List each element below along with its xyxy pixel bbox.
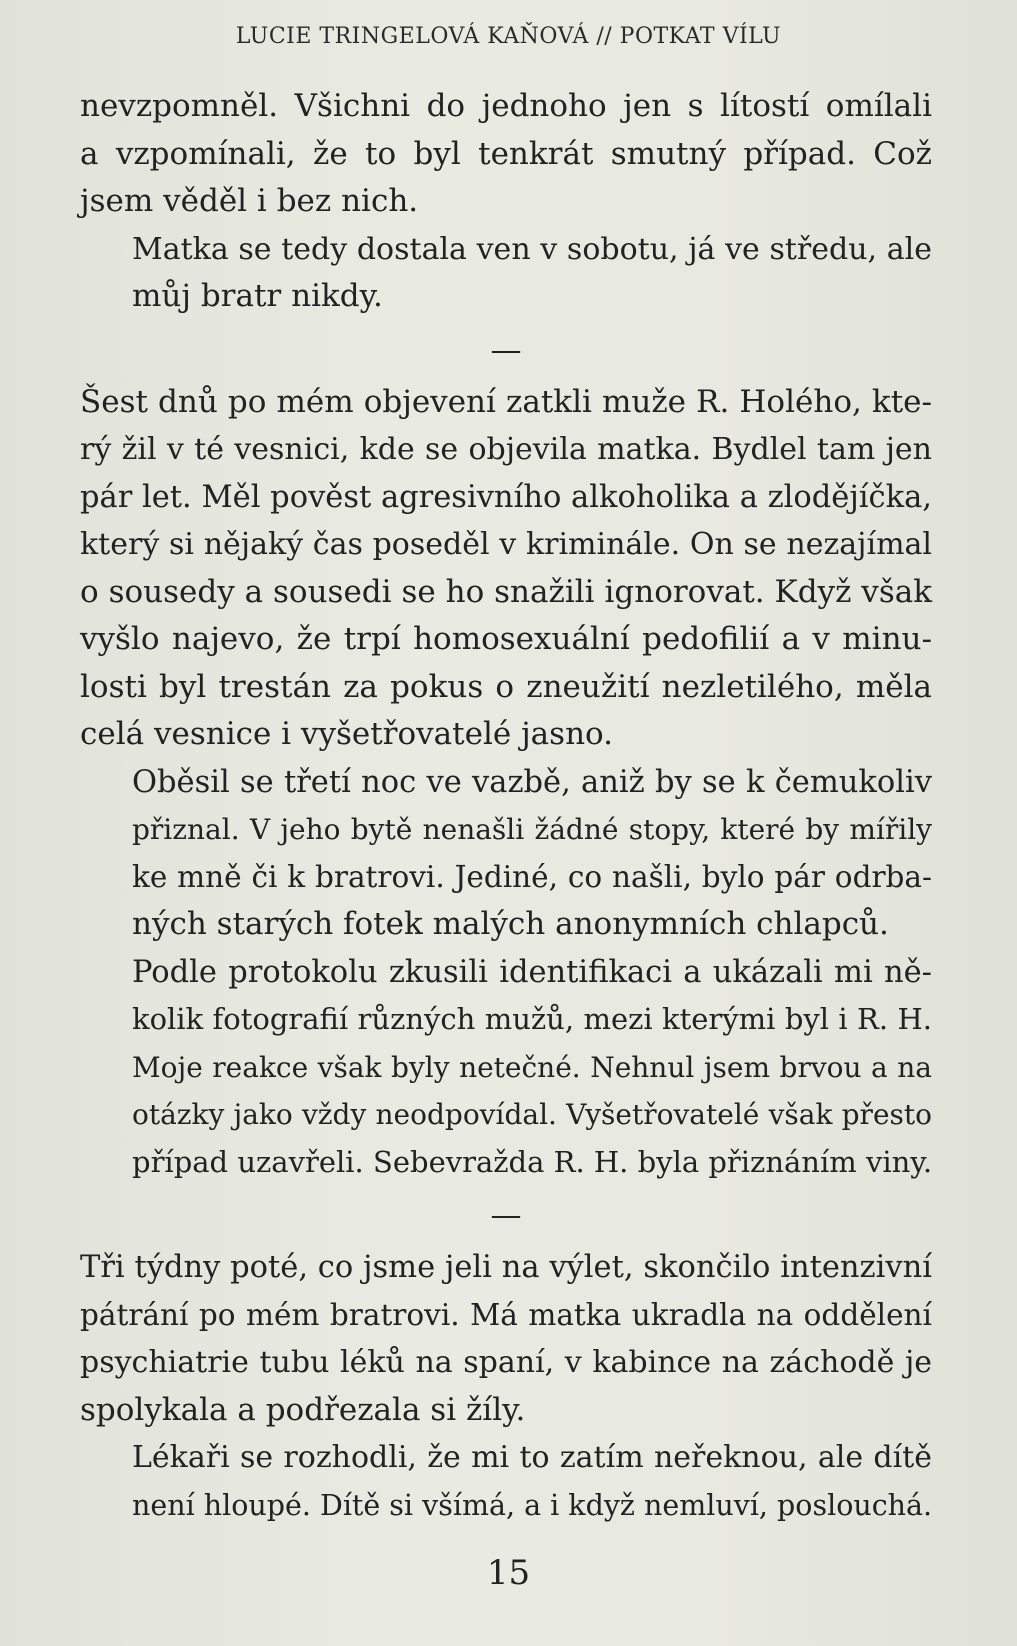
section-divider: — xyxy=(490,331,522,368)
text-line: kolik fotografií různých mužů, mezi kterými byl i R. H. xyxy=(132,1002,932,1036)
paragraph xyxy=(80,759,932,949)
body-text xyxy=(80,83,932,1529)
text-line: pár let. Měl pověst agresivního alkoholika a zlodějíčka, xyxy=(80,479,932,515)
paragraph xyxy=(80,379,932,759)
text-line: celá vesnice i vyšetřovatelé jasno. xyxy=(80,716,614,752)
text-line: otázky jako vždy neodpovídal. Vyšetřovatelé však přesto xyxy=(132,1098,932,1131)
text-line: není hloupé. Dítě si všímá, a i když nemluví, poslouchá. xyxy=(132,1488,933,1522)
text-line: pátrání po mém bratrovi. Má matka ukradla na oddělení xyxy=(80,1297,932,1332)
text-line: Oběsil se třetí noc ve vazbě, aniž by se k čemukoliv xyxy=(132,764,932,800)
paragraph xyxy=(80,83,932,226)
text-line: ke mně či k bratrovi. Jediné, co našli, bylo pár odrba- xyxy=(132,859,932,894)
paragraph xyxy=(80,1244,932,1434)
text-line: o sousedy a sousedi se ho snažili ignorovat. Když však xyxy=(80,573,932,610)
paragraph xyxy=(80,949,932,1187)
text-line: Podle protokolu zkusili identifikaci a ukázali mi ně- xyxy=(132,954,932,990)
text-line: psychiatrie tubu léků na spaní, v kabince na záchodě je xyxy=(80,1345,932,1380)
text-line: spolykala a podřezala si žíly. xyxy=(80,1391,526,1428)
text-line: případ uzavřeli. Sebevražda R. H. byla přiznáním viny. xyxy=(132,1144,933,1179)
text-line: který si nějaký čas poseděl v kriminále. On se nezajímal xyxy=(80,527,932,562)
text-line: můj bratr nikdy. xyxy=(132,278,383,314)
text-line: nevzpomněl. Všichni do jednoho jen s lítostí omílali xyxy=(80,88,932,124)
text-line: Moje reakce však byly netečné. Nehnul jsem brvou a na xyxy=(132,1050,932,1084)
paragraph xyxy=(80,226,932,321)
text-line: Matka se tedy dostala ven v sobotu, já ve středu, ale xyxy=(132,231,932,267)
text-line: vyšlo najevo, že trpí homosexuální pedofilií a v minu- xyxy=(80,621,932,657)
text-line: losti byl trestán za pokus o zneužití nezletilého, měla xyxy=(80,668,932,705)
text-line: a vzpomínali, že to byl tenkrát smutný případ. Což xyxy=(80,135,932,172)
section-divider: — xyxy=(490,1197,522,1233)
text-line: přiznal. V jeho bytě nenašli žádné stopy, které by mířily xyxy=(132,813,932,846)
text-line: jsem věděl i bez nich. xyxy=(80,183,419,219)
text-line: rý žil v té vesnici, kde se objevila matka. Bydlel tam jen xyxy=(80,432,932,467)
page-number: 15 xyxy=(486,1553,531,1593)
paragraph xyxy=(80,1434,932,1529)
text-line: Tři týdny poté, co jsme jeli na výlet, skončilo intenzivní xyxy=(80,1250,932,1285)
text-line: ných starých fotek malých anonymních chlapců. xyxy=(132,906,889,942)
text-line: Šest dnů po mém objevení zatkli muže R. Holého, kte- xyxy=(80,383,932,420)
text-line: Lékaři se rozhodli, že mi to zatím neřeknou, ale dítě xyxy=(132,1440,932,1475)
running-header: LUCIE TRINGELOVÁ KAŇOVÁ // POTKAT VÍLU xyxy=(235,24,782,49)
